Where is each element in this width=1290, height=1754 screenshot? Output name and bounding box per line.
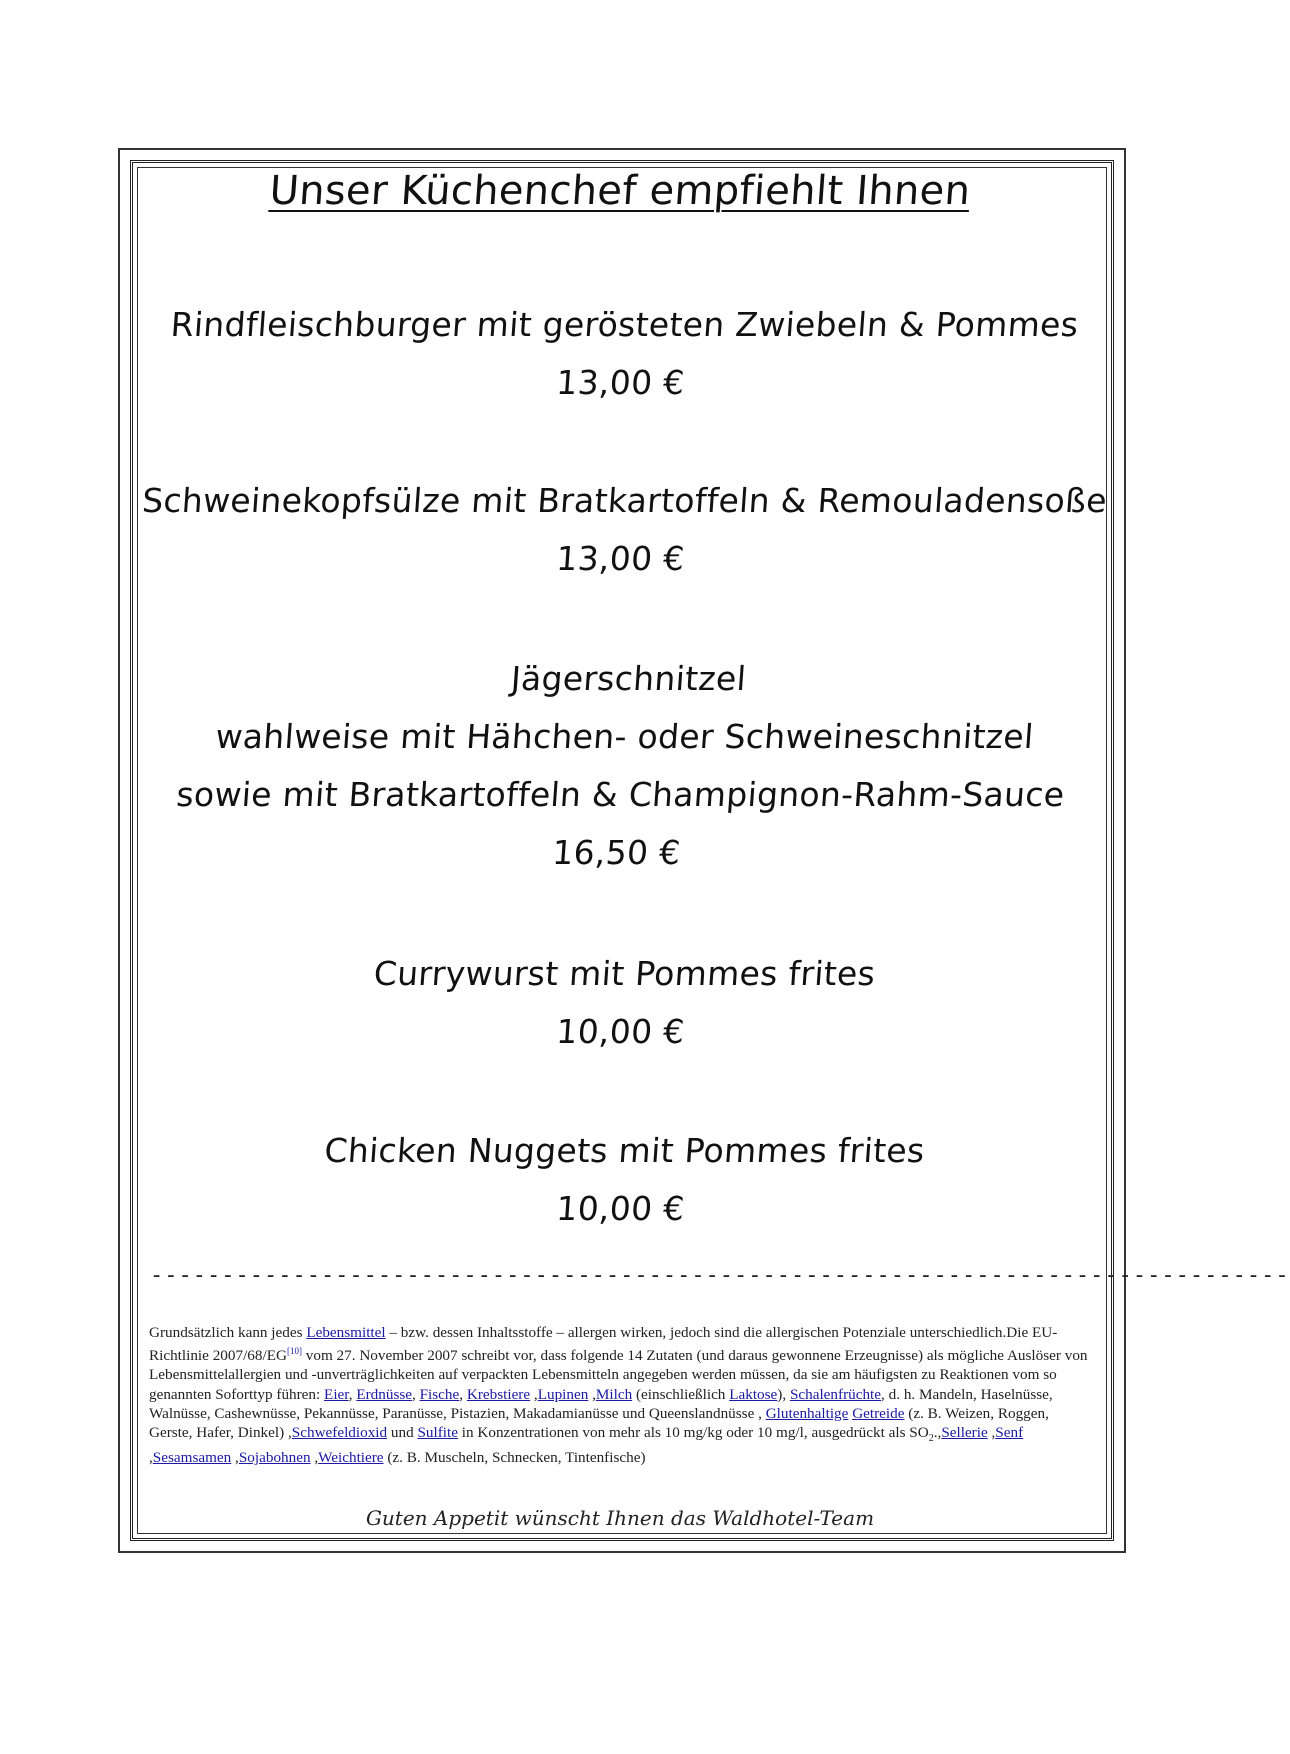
link-schalenfruechte[interactable]: Schalenfrüchte bbox=[789, 1385, 882, 1403]
allergen-notice bbox=[149, 1323, 1089, 1468]
allergen-sep: , bbox=[459, 1385, 467, 1403]
link-senf[interactable]: Senf bbox=[995, 1424, 1024, 1442]
dish-5-name: Chicken Nuggets mit Pommes frites bbox=[323, 1131, 926, 1170]
dish-3 bbox=[122, 650, 1123, 882]
link-erdnuesse[interactable]: Erdnüsse bbox=[356, 1385, 413, 1403]
dish-4-price: 10,00 € bbox=[555, 1012, 686, 1051]
separator-line: -------------------------------------------------------------------------------- bbox=[150, 1263, 1290, 1288]
subscript-2: 2 bbox=[928, 1433, 934, 1445]
dish-2-price: 13,00 € bbox=[555, 539, 686, 578]
dish-2-name: Schweinekopfsülze mit Bratkartoffeln & Remouladensoße bbox=[140, 481, 1109, 520]
dish-1 bbox=[126, 296, 1119, 412]
link-lebensmittel[interactable]: Lebensmittel bbox=[306, 1324, 386, 1341]
dish-3-line2: wahlweise mit Hähchen- oder Schweineschnitzel bbox=[214, 717, 1035, 756]
link-glutenhaltige[interactable]: Glutenhaltige bbox=[765, 1404, 849, 1422]
dish-5-price: 10,00 € bbox=[555, 1189, 686, 1228]
link-sellerie[interactable]: Sellerie bbox=[941, 1424, 988, 1442]
allergen-sep: , bbox=[348, 1385, 357, 1403]
allergen-text: Grundsätzlich kann jedes bbox=[149, 1324, 307, 1341]
allergen-sep: , bbox=[588, 1385, 596, 1403]
dish-3-line3: sowie mit Bratkartoffeln & Champignon-Rahm-Sauce bbox=[175, 775, 1066, 814]
allergen-sep: , bbox=[231, 1449, 239, 1467]
allergen-text: vom 27. November 2007 schreibt vor, dass folgende 14 Zutaten (und daraus gewonnene Erzeugnisse) als mögliche Auslöser von Lebensmittelallergien und -unverträglichkeiten auf verpackten Lebensmitteln angegeben werden müssen, da sie am häufigsten zu Reaktionen vom so genannten Soforttyp führen: bbox=[149, 1347, 1088, 1403]
link-getreide[interactable]: Getreide bbox=[852, 1404, 905, 1422]
link-krebstiere[interactable]: Krebstiere bbox=[466, 1385, 531, 1403]
footnote-ref[interactable]: [10] bbox=[286, 1346, 302, 1357]
allergen-sep: , bbox=[149, 1449, 153, 1467]
allergen-text: – bzw. dessen Inhaltsstoffe – allergen wirken, jedoch sind die allergischen Potenziale unterschiedlich.Die EU-Richtlinie 2007/68/EG bbox=[149, 1324, 1058, 1365]
allergen-text: (z. B. Muscheln, Schnecken, Tintenfische) bbox=[383, 1449, 646, 1467]
link-sulfite[interactable]: Sulfite bbox=[417, 1424, 458, 1442]
link-sojabohnen[interactable]: Sojabohnen bbox=[238, 1449, 311, 1467]
dish-2 bbox=[126, 472, 1119, 588]
dish-4 bbox=[126, 945, 1119, 1061]
allergen-sep: , bbox=[530, 1385, 538, 1403]
link-lupinen[interactable]: Lupinen bbox=[537, 1385, 589, 1403]
link-schwefeldioxid[interactable]: Schwefeldioxid bbox=[291, 1424, 388, 1442]
allergen-sep: ), bbox=[777, 1385, 790, 1403]
footer-greeting: Guten Appetit wünscht Ihnen das Waldhotel-Team bbox=[365, 1506, 875, 1530]
link-weichtiere[interactable]: Weichtiere bbox=[318, 1449, 384, 1467]
allergen-text: (z. B. Weizen, Roggen, Gerste, Hafer, Dinkel) , bbox=[149, 1404, 1049, 1442]
dish-1-name: Rindfleischburger mit gerösteten Zwiebeln & Pommes bbox=[169, 305, 1080, 344]
link-milch[interactable]: Milch bbox=[595, 1385, 633, 1403]
link-fische[interactable]: Fische bbox=[419, 1385, 460, 1403]
dish-3-name: Jägerschnitzel bbox=[509, 659, 748, 698]
link-sesamsamen[interactable]: Sesamsamen bbox=[152, 1449, 232, 1467]
dish-1-price: 13,00 € bbox=[555, 363, 686, 402]
dish-3-price: 16,50 € bbox=[551, 833, 682, 872]
menu-title: Unser Küchenchef empfiehlt Ihnen bbox=[268, 168, 972, 214]
allergen-sep: ., bbox=[933, 1424, 942, 1442]
dish-4-name: Currywurst mit Pommes frites bbox=[372, 954, 877, 993]
allergen-sep: , bbox=[412, 1385, 420, 1403]
allergen-text: , d. h. Mandeln, Haselnüsse, Walnüsse, Cashewnüsse, Pekannüsse, Paranüsse, Pistazien, Makadamianüsse und Queenslandnüsse , bbox=[149, 1385, 1053, 1422]
dish-5 bbox=[126, 1122, 1119, 1238]
allergen-text: (einschließlich bbox=[632, 1385, 730, 1403]
allergen-sep: und bbox=[387, 1424, 418, 1442]
allergen-sep: , bbox=[310, 1449, 319, 1467]
allergen-sep: , bbox=[987, 1424, 996, 1442]
link-laktose[interactable]: Laktose bbox=[729, 1385, 778, 1403]
link-eier[interactable]: Eier bbox=[324, 1385, 349, 1403]
allergen-text: in Konzentrationen von mehr als 10 mg/kg oder 10 mg/l, ausgedrückt als SO bbox=[457, 1424, 929, 1442]
